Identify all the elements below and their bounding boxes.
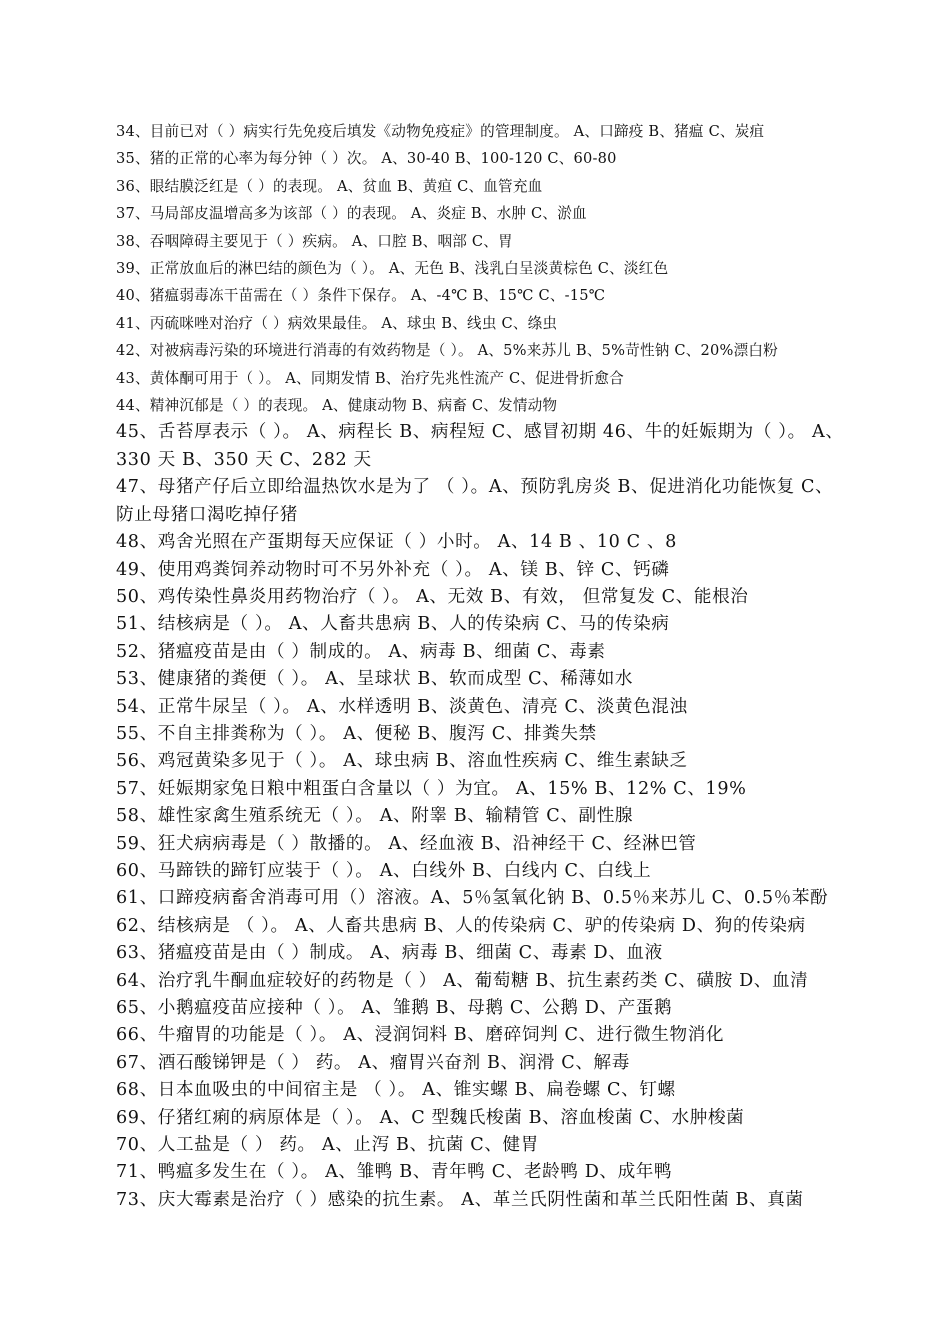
question-63: 63、猪瘟疫苗是由（ ）制成。 A、病毒 B、细菌 C、毒素 D、血液 — [116, 943, 663, 964]
question-64: 64、治疗乳牛酮血症较好的药物是（ ） A、葡萄糖 B、抗生素药类 C、磺胺 D、血清 — [116, 970, 809, 991]
question-44: 44、精神沉郁是（ ）的表现。 A、健康动物 B、病畜 C、发情动物 — [116, 397, 558, 415]
question-66: 66、牛瘤胃的功能是（ ）。 A、浸润饲料 B、磨碎饲判 C、进行微生物消化 — [116, 1025, 725, 1046]
question-60: 60、马蹄铁的蹄钉应装于（ ）。 A、白线外 B、白线内 C、白线上 — [116, 860, 652, 881]
question-67: 67、酒石酸锑钾是（ ） 药。 A、瘤胃兴奋剂 B、润滑 C、解毒 — [116, 1052, 630, 1073]
question-55: 55、不自主排粪称为（ ）。 A、便秘 B、腹泻 C、排粪失禁 — [116, 723, 597, 744]
question-45-46: 45、舌苔厚表示（ ）。 A、病程长 B、病程短 C、感冒初期 46、牛的妊娠期为（ ）。 A、330 天 B、350 天 C、282 天 — [116, 422, 844, 470]
question-38: 38、吞咽障碍主要见于（ ）疾病。 A、口腔 B、咽部 C、胃 — [116, 232, 513, 250]
question-40: 40、猪瘟弱毒冻干苗需在（ ）条件下保存。 A、-4℃ B、15℃ C、-15℃ — [116, 287, 606, 305]
question-68: 68、日本血吸虫的中间宿主是 （ ）。 A、锥实螺 B、扁卷螺 C、钉螺 — [116, 1080, 676, 1101]
question-34: 34、目前已对（ ）病实行先免疫后填发《动物免疫症》的管理制度。 A、口蹄疫 B、猪瘟 C、炭疽 — [116, 123, 765, 140]
question-70: 70、人工盐是（ ） 药。 A、止泻 B、抗菌 C、健胃 — [116, 1135, 539, 1156]
question-73: 73、庆大霉素是治疗（ ）感染的抗生素。 A、革兰氏阴性菌和革兰氏阳性菌 B、真菌 — [116, 1189, 804, 1210]
question-50: 50、鸡传染性鼻炎用药物治疗（ ）。 A、无效 B、有效， 但常复发 C、能根治 — [116, 586, 749, 607]
question-53: 53、健康猪的粪便（ ）。 A、呈球状 B、软而成型 C、稀薄如水 — [116, 669, 634, 690]
question-42: 42、对被病毒污染的环境进行消毒的有效药物是（ ）。 A、5%来苏儿 B、5%苛性钠 C、20%漂白粉 — [116, 342, 778, 360]
question-48: 48、鸡舍光照在产蛋期每天应保证（ ）小时。 A、14 B 、10 C 、8 — [116, 532, 677, 553]
question-61: 61、口蹄疫病畜舍消毒可用（）溶液。A、5％氢氧化钠 B、0.5％来苏儿 C、0.5％苯酚 — [116, 888, 829, 909]
question-41: 41、丙硫咪唑对治疗（ ）病效果最佳。 A、球虫 B、线虫 C、绦虫 — [116, 314, 558, 332]
question-62: 62、结核病是 （ ）。 A、人畜共患病 B、人的传染病 C、驴的传染病 D、狗的传染病 — [116, 915, 806, 936]
question-54: 54、正常牛尿呈（ ）。 A、水样透明 B、淡黄色、清亮 C、淡黄色混浊 — [116, 696, 688, 717]
question-56: 56、鸡冠黄染多见于（ ）。 A、球虫病 B、溶血性疾病 C、维生素缺乏 — [116, 751, 688, 772]
question-71: 71、鸭瘟多发生在（ ）。 A、雏鸭 B、青年鸭 C、老龄鸭 D、成年鸭 — [116, 1162, 673, 1183]
question-59: 59、狂犬病病毒是（ ）散播的。 A、经血液 B、沿神经干 C、经淋巴管 — [116, 833, 697, 854]
question-36: 36、眼结膜泛红是（ ）的表现。 A、贫血 B、黄疸 C、血管充血 — [116, 177, 543, 195]
question-47: 47、母猪产仔后立即给温热饮水是为了 （ ）。A、预防乳房炎 B、促进消化功能恢复 C、防止母猪口渴吃掉仔猪 — [116, 477, 834, 525]
question-58: 58、雄性家禽生殖系统无（ ）。 A、附睾 B、输精管 C、副性腺 — [116, 806, 634, 827]
question-49: 49、使用鸡粪饲养动物时可不另外补充（ ）。 A、镁 B、锌 C、钙磷 — [116, 559, 670, 580]
question-52: 52、猪瘟疫苗是由（ ）制成的。 A、病毒 B、细菌 C、毒素 — [116, 641, 606, 662]
question-57: 57、妊娠期家兔日粮中粗蛋白含量以（ ）为宜。 A、15% B、12% C、19% — [116, 778, 747, 799]
question-69: 69、仔猪红痢的病原体是（ ）。 A、C 型魏氏梭菌 B、溶血梭菌 C、水肿梭菌 — [116, 1107, 745, 1128]
question-37: 37、马局部皮温增高多为该部（ ）的表现。 A、炎症 B、水肿 C、淤血 — [116, 205, 587, 223]
question-35: 35、猪的正常的心率为每分钟（ ）次。 A、30-40 B、100-120 C、60-80 — [116, 150, 617, 168]
question-51: 51、结核病是（ ）。 A、人畜共患病 B、人的传染病 C、马的传染病 — [116, 614, 670, 635]
question-65: 65、小鹅瘟疫苗应接种（ ）。 A、雏鹅 B、母鹅 C、公鹅 D、产蛋鹅 — [116, 998, 673, 1018]
question-39: 39、正常放血后的淋巴结的颜色为（ ）。 A、无色 B、浅乳白呈淡黄棕色 C、淡红色 — [116, 260, 669, 278]
question-43: 43、黄体酮可用于（ ）。 A、同期发情 B、治疗先兆性流产 C、促进骨折愈合 — [116, 369, 624, 387]
